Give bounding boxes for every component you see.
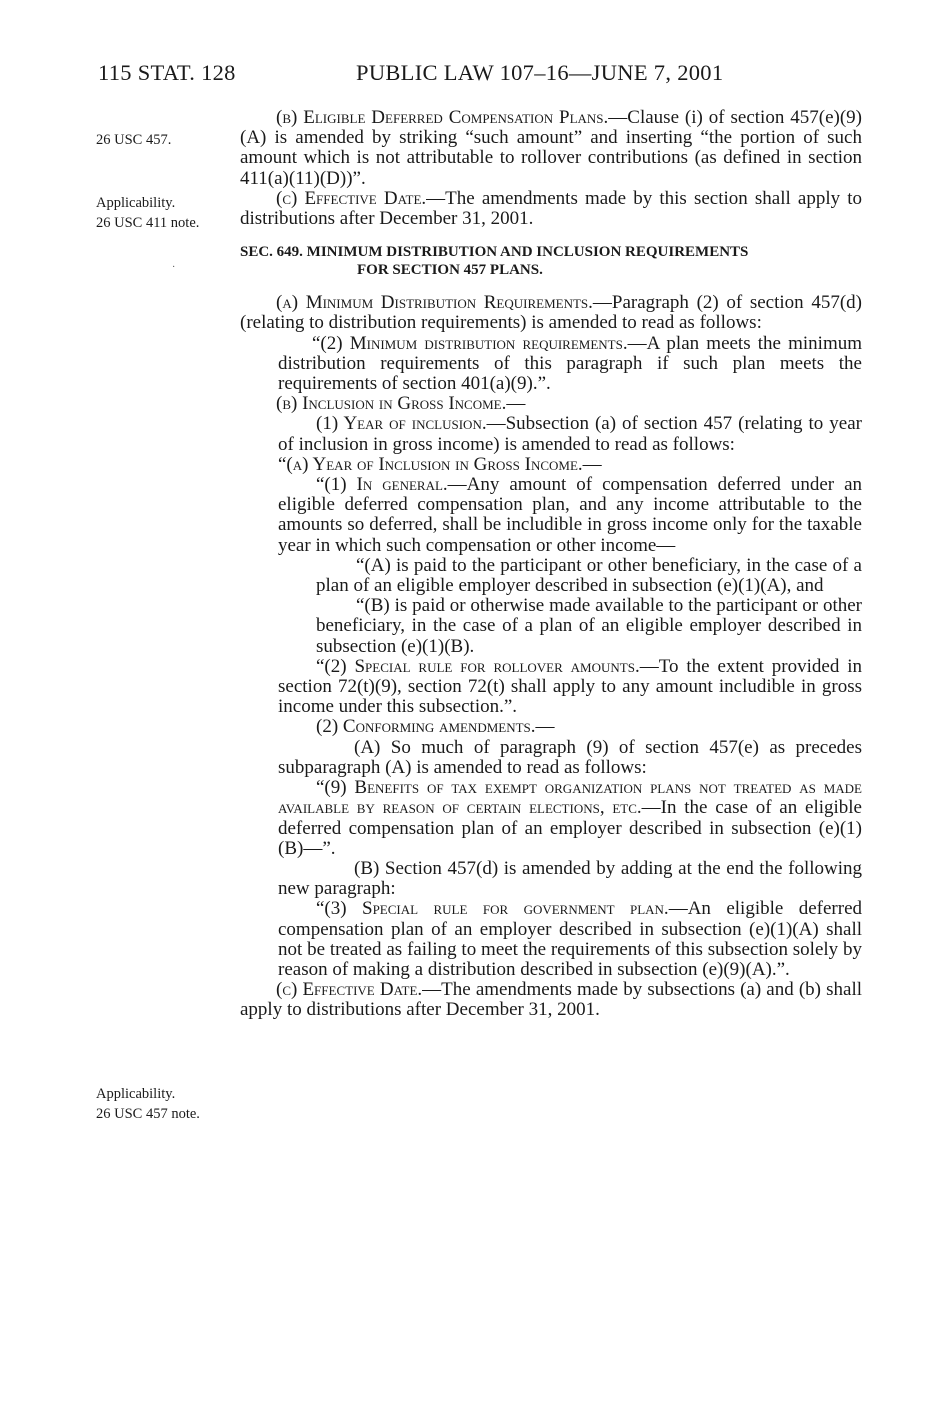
text: —	[582, 453, 602, 475]
paragraph-c-effective-date-2	[240, 980, 862, 1020]
text: “(A) is paid to the participant or other beneficiary, in the case of a plan of an eligible employer described in subsection (e)(1)(A), and	[316, 554, 862, 597]
margin-note-usc-457	[96, 130, 171, 150]
text: —	[535, 716, 555, 738]
paragraph-2-conforming	[278, 717, 862, 737]
text: —An eligible deferred compensation plan of an employer described in subsection (e)(1)(A) shall not be treated as failing to meet the requirements of this subsection solely by reason of making a distribution described in subsection (e)(9)(A).”.	[278, 898, 863, 980]
margin-note-line: 26 USC 411 note.	[96, 215, 200, 231]
heading: (c) Effective Date.	[276, 979, 423, 1001]
page-header-stat: 115 STAT. 128	[98, 60, 236, 85]
heading: “(2) Special rule for rollover amounts.	[316, 655, 640, 677]
text: “(B) is paid or otherwise made available to the participant or other beneficiary, in the case of a plan of an eligible employer described in subsection (e)(1)(B).	[316, 595, 862, 657]
scan-speck: ·	[172, 262, 176, 273]
paragraph-1-year-of-inclusion	[278, 414, 862, 454]
paragraph-a-minimum-distribution	[240, 293, 862, 333]
quoted-subsection-a	[278, 455, 862, 475]
subparagraph-A-so-much	[278, 738, 862, 778]
text: —Clause (i) of section 457(e)(9)(A) is amended by striking “such amount” and inserting “the portion of such amount which is not attributable to rollover contributions (as defined in section 411(a)(11)(D))”.	[240, 107, 862, 189]
margin-note-applicability-2	[96, 1084, 200, 1124]
heading: (c) Effective Date.	[276, 187, 427, 209]
margin-note-line: 26 USC 457 note.	[96, 1106, 200, 1122]
heading: “(a) Year of Inclusion in Gross Income.	[278, 453, 583, 475]
text: —The amendments made by subsections (a) and (b) shall apply to distributions after December 31, 2001.	[240, 979, 862, 1021]
text: —Paragraph (2) of section 457(d) (relating to distribution requirements) is amended to read as follows:	[240, 292, 862, 334]
heading: (1) Year of inclusion.	[316, 413, 487, 435]
text: —Subsection (a) of section 457 (relating to year of inclusion in gross income) is amended to read as follows:	[278, 413, 862, 455]
heading: “(3) Special rule for government plan.	[316, 898, 669, 920]
heading: (a) Minimum Distribution Requirements.	[276, 292, 593, 314]
margin-note-applicability-1	[96, 193, 199, 233]
quoted-clause-B	[316, 596, 862, 657]
text: (B) Section 457(d) is amended by adding at the end the following new paragraph:	[278, 857, 862, 900]
heading: (2) Conforming amendments.	[316, 716, 536, 738]
paragraph-b-eligible-plans	[240, 108, 862, 189]
quoted-paragraph-2-rollover	[278, 657, 862, 718]
section-heading-line1: SEC. 649. MINIMUM DISTRIBUTION AND INCLUSION REQUIREMENTS	[240, 244, 749, 261]
margin-note-line: Applicability.	[96, 195, 176, 211]
page-header-title: PUBLIC LAW 107–16—JUNE 7, 2001	[356, 60, 724, 85]
paragraph-b-inclusion	[240, 394, 862, 414]
quoted-paragraph-1-general	[278, 475, 862, 556]
margin-note-line: 26 USC 457.	[96, 132, 172, 148]
text: (A) So much of paragraph (9) of section 457(e) as precedes subparagraph (A) is amended to read as follows:	[278, 736, 862, 778]
text: —Any amount of compensation deferred under an eligible deferred compensation plan, and any income attributable to the amounts so deferred, shall be includible in gross income only for the taxable year in which such compensation or other income—	[278, 474, 862, 556]
heading: (b) Inclusion in Gross Income.	[276, 393, 507, 415]
text: —The amendments made by this section shall apply to distributions after December 31, 2001.	[240, 187, 863, 230]
heading: “(9) Benefits of tax exempt organization plans not treated as made available by reason of certain elections, etc.	[278, 777, 862, 819]
margin-note-line: Applicability.	[96, 1086, 176, 1102]
text: —To the extent provided in section 72(t)(9), section 72(t) shall apply to any amount includible in gross income under this subsection.”.	[278, 655, 862, 718]
text: —In the case of an eligible deferred compensation plan of an employer described in subsection (e)(1)(B)—”.	[278, 797, 862, 859]
section-heading	[240, 243, 862, 279]
text: —	[506, 393, 526, 415]
heading: “(2) Minimum distribution requirements.	[312, 332, 628, 354]
quoted-paragraph-2	[278, 334, 862, 395]
section-heading-line2: FOR SECTION 457 PLANS.	[357, 262, 543, 279]
heading: “(1) In general.	[316, 474, 448, 496]
quoted-paragraph-9	[278, 778, 862, 859]
subparagraph-B-section-457d	[278, 859, 862, 899]
quoted-clause-A	[316, 556, 862, 596]
paragraph-c-effective-date	[240, 189, 862, 229]
heading: (b) Eligible Deferred Compensation Plans.	[276, 107, 609, 128]
body-text	[240, 108, 862, 1021]
quoted-paragraph-3	[278, 899, 862, 980]
text: —A plan meets the minimum distribution requirements of this paragraph if such plan meets the requirements of section 401(a)(9).”.	[278, 332, 862, 395]
